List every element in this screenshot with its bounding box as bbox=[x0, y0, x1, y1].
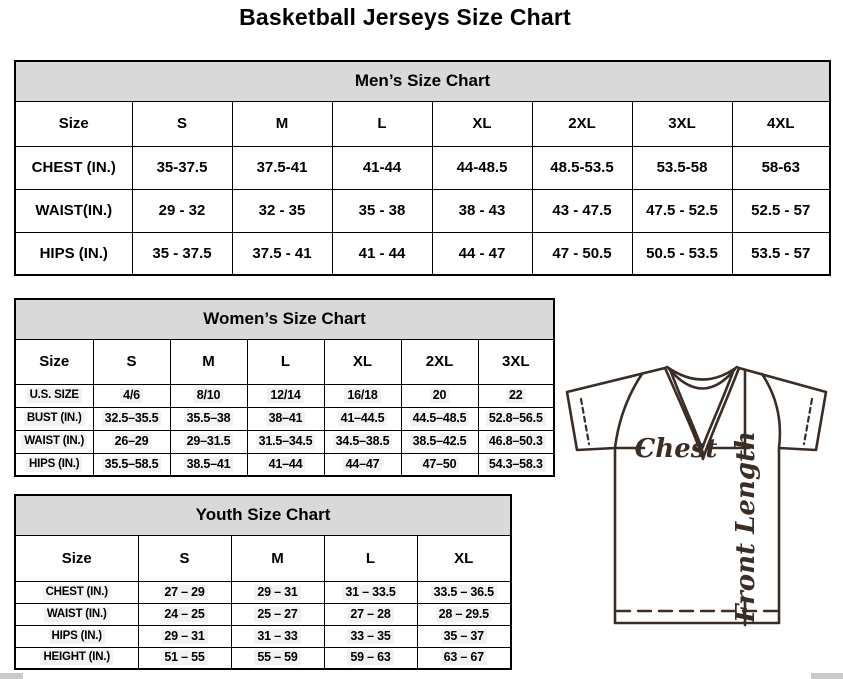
womens-cell-0-1 bbox=[170, 384, 247, 407]
mens-column-header-3: L bbox=[332, 101, 432, 146]
youth-row-label-2-text: HIPS (IN.) bbox=[49, 629, 105, 644]
youth-cell-3-1-text: 55 – 59 bbox=[254, 650, 300, 665]
womens-cell-0-5 bbox=[478, 384, 554, 407]
youth-cell-3-2 bbox=[324, 647, 417, 669]
womens-cell-0-2-text: 12/14 bbox=[267, 388, 303, 403]
womens-cell-1-0 bbox=[93, 407, 170, 430]
youth-row-label-0 bbox=[15, 581, 138, 603]
womens-cell-3-4 bbox=[401, 453, 478, 476]
womens-cell-0-0-text: 4/6 bbox=[120, 388, 143, 403]
youth-cell-1-1-text: 25 – 27 bbox=[254, 607, 300, 622]
youth-row-label-1 bbox=[15, 603, 138, 625]
mens-cell-1-2: 35 - 38 bbox=[332, 189, 432, 232]
womens-data-row-0 bbox=[15, 384, 554, 407]
youth-cell-1-2-text: 27 – 28 bbox=[347, 607, 393, 622]
womens-cell-1-2-text: 38–41 bbox=[266, 411, 306, 426]
womens-row-label-2-text: WAIST (IN.) bbox=[21, 434, 87, 449]
jersey-measurement-diagram bbox=[552, 358, 842, 658]
mens-cell-2-6: 53.5 - 57 bbox=[732, 232, 830, 275]
mens-row-label-1: WAIST(IN.) bbox=[15, 189, 132, 232]
womens-cell-2-1-text: 29–31.5 bbox=[184, 434, 234, 449]
page-title: Basketball Jerseys Size Chart bbox=[239, 4, 571, 30]
youth-row-label-0-text: CHEST (IN.) bbox=[43, 585, 111, 600]
mens-cell-2-5: 50.5 - 53.5 bbox=[632, 232, 732, 275]
youth-table-header-band bbox=[15, 495, 511, 535]
youth-column-header-3: L bbox=[324, 535, 417, 581]
mens-cell-0-3: 44-48.5 bbox=[432, 146, 532, 189]
youth-column-header-4: XL bbox=[417, 535, 511, 581]
youth-cell-1-2 bbox=[324, 603, 417, 625]
youth-cell-3-2-text: 59 – 63 bbox=[347, 650, 393, 665]
womens-cell-2-4 bbox=[401, 430, 478, 453]
mens-size-table bbox=[14, 60, 831, 276]
youth-row-label-3 bbox=[15, 647, 138, 669]
womens-column-header-6: 3XL bbox=[478, 339, 554, 384]
womens-table-header-band bbox=[15, 299, 554, 339]
mens-table-title: Men’s Size Chart bbox=[15, 61, 830, 101]
womens-cell-1-1-text: 35.5–38 bbox=[184, 411, 234, 426]
mens-column-header-7: 4XL bbox=[732, 101, 830, 146]
mens-table-header-band bbox=[15, 61, 830, 101]
mens-cell-1-4: 43 - 47.5 bbox=[532, 189, 632, 232]
mens-size-header-row bbox=[15, 101, 830, 146]
youth-data-row-2 bbox=[15, 625, 511, 647]
womens-cell-2-4-text: 38.5–42.5 bbox=[410, 434, 470, 449]
womens-cell-3-1-text: 38.5–41 bbox=[184, 457, 234, 472]
mens-cell-2-3: 44 - 47 bbox=[432, 232, 532, 275]
youth-cell-0-1-text: 29 – 31 bbox=[254, 585, 300, 600]
youth-cell-2-2 bbox=[324, 625, 417, 647]
womens-cell-3-2 bbox=[247, 453, 324, 476]
womens-cell-0-1-text: 8/10 bbox=[194, 388, 224, 403]
womens-cell-2-5 bbox=[478, 430, 554, 453]
womens-cell-0-3-text: 16/18 bbox=[344, 388, 380, 403]
womens-row-label-1-text: BUST (IN.) bbox=[24, 411, 85, 426]
youth-table-title: Youth Size Chart bbox=[15, 495, 511, 535]
womens-cell-1-3-text: 41–44.5 bbox=[338, 411, 388, 426]
youth-cell-0-1 bbox=[231, 581, 324, 603]
womens-column-header-2: M bbox=[170, 339, 247, 384]
womens-column-header-4: XL bbox=[324, 339, 401, 384]
youth-cell-2-3-text: 35 – 37 bbox=[441, 629, 487, 644]
youth-row-label-2 bbox=[15, 625, 138, 647]
womens-cell-2-0-text: 26–29 bbox=[112, 434, 152, 449]
youth-cell-2-3 bbox=[417, 625, 511, 647]
chest-label: Chest bbox=[634, 434, 718, 464]
womens-table-title: Women’s Size Chart bbox=[15, 299, 554, 339]
mens-row-label-0: CHEST (IN.) bbox=[15, 146, 132, 189]
womens-cell-3-5 bbox=[478, 453, 554, 476]
womens-cell-2-0 bbox=[93, 430, 170, 453]
womens-cell-2-1 bbox=[170, 430, 247, 453]
womens-cell-3-5-text: 54.3–58.3 bbox=[486, 457, 546, 472]
youth-cell-1-3 bbox=[417, 603, 511, 625]
womens-cell-0-4 bbox=[401, 384, 478, 407]
mens-cell-1-6: 52.5 - 57 bbox=[732, 189, 830, 232]
youth-cell-3-0 bbox=[138, 647, 231, 669]
womens-cell-1-0-text: 32.5–35.5 bbox=[102, 411, 162, 426]
womens-cell-0-5-text: 22 bbox=[506, 388, 526, 403]
mens-cell-0-2: 41-44 bbox=[332, 146, 432, 189]
womens-cell-0-4-text: 20 bbox=[430, 388, 450, 403]
youth-cell-2-1-text: 31 – 33 bbox=[254, 629, 300, 644]
womens-cell-0-3 bbox=[324, 384, 401, 407]
womens-cell-3-4-text: 47–50 bbox=[420, 457, 460, 472]
womens-data-row-1 bbox=[15, 407, 554, 430]
mens-data-row-1 bbox=[15, 189, 830, 232]
youth-cell-0-3 bbox=[417, 581, 511, 603]
mens-row-label-2: HIPS (IN.) bbox=[15, 232, 132, 275]
womens-cell-1-2 bbox=[247, 407, 324, 430]
youth-column-header-0: Size bbox=[15, 535, 138, 581]
youth-cell-3-3 bbox=[417, 647, 511, 669]
youth-data-row-1 bbox=[15, 603, 511, 625]
mens-cell-1-3: 38 - 43 bbox=[432, 189, 532, 232]
womens-cell-3-3-text: 44–47 bbox=[343, 457, 383, 472]
womens-row-label-1 bbox=[15, 407, 93, 430]
youth-cell-1-1 bbox=[231, 603, 324, 625]
youth-column-header-1: S bbox=[138, 535, 231, 581]
youth-cell-0-0 bbox=[138, 581, 231, 603]
womens-row-label-0 bbox=[15, 384, 93, 407]
womens-cell-3-1 bbox=[170, 453, 247, 476]
womens-cell-1-4-text: 44.5–48.5 bbox=[410, 411, 470, 426]
womens-data-row-3 bbox=[15, 453, 554, 476]
scrollbar-stub-right[interactable] bbox=[811, 673, 843, 679]
youth-cell-0-2 bbox=[324, 581, 417, 603]
youth-cell-3-1 bbox=[231, 647, 324, 669]
youth-size-header-row bbox=[15, 535, 511, 581]
youth-cell-2-0-text: 29 – 31 bbox=[161, 629, 207, 644]
youth-size-table bbox=[14, 494, 512, 670]
womens-cell-2-3-text: 34.5–38.5 bbox=[333, 434, 393, 449]
mens-cell-0-1: 37.5-41 bbox=[232, 146, 332, 189]
womens-cell-3-3 bbox=[324, 453, 401, 476]
womens-cell-3-2-text: 41–44 bbox=[266, 457, 306, 472]
womens-cell-3-0 bbox=[93, 453, 170, 476]
mens-cell-0-4: 48.5-53.5 bbox=[532, 146, 632, 189]
youth-cell-0-0-text: 27 – 29 bbox=[161, 585, 207, 600]
womens-cell-2-3 bbox=[324, 430, 401, 453]
youth-cell-1-0 bbox=[138, 603, 231, 625]
youth-cell-1-3-text: 28 – 29.5 bbox=[436, 607, 492, 622]
youth-cell-3-0-text: 51 – 55 bbox=[161, 650, 207, 665]
youth-cell-2-1 bbox=[231, 625, 324, 647]
youth-column-header-2: M bbox=[231, 535, 324, 581]
scrollbar-stub-left[interactable] bbox=[0, 673, 23, 679]
womens-cell-2-2 bbox=[247, 430, 324, 453]
mens-column-header-2: M bbox=[232, 101, 332, 146]
womens-size-header-row bbox=[15, 339, 554, 384]
womens-row-label-3-text: HIPS (IN.) bbox=[26, 457, 82, 472]
womens-row-label-0-text: U.S. SIZE bbox=[27, 388, 82, 403]
mens-column-header-1: S bbox=[132, 101, 232, 146]
womens-cell-3-0-text: 35.5–58.5 bbox=[102, 457, 162, 472]
womens-cell-1-3 bbox=[324, 407, 401, 430]
mens-cell-0-5: 53.5-58 bbox=[632, 146, 732, 189]
mens-cell-0-0: 35-37.5 bbox=[132, 146, 232, 189]
womens-data-row-2 bbox=[15, 430, 554, 453]
youth-data-row-0 bbox=[15, 581, 511, 603]
mens-cell-0-6: 58-63 bbox=[732, 146, 830, 189]
youth-cell-0-3-text: 33.5 – 36.5 bbox=[431, 585, 497, 600]
mens-column-header-6: 3XL bbox=[632, 101, 732, 146]
womens-cell-1-5 bbox=[478, 407, 554, 430]
front-length-label: Front Length bbox=[731, 431, 761, 623]
womens-cell-1-4 bbox=[401, 407, 478, 430]
womens-cell-1-5-text: 52.8–56.5 bbox=[486, 411, 546, 426]
youth-row-label-1-text: WAIST (IN.) bbox=[44, 607, 110, 622]
womens-column-header-1: S bbox=[93, 339, 170, 384]
mens-data-row-2 bbox=[15, 232, 830, 275]
mens-column-header-5: 2XL bbox=[532, 101, 632, 146]
womens-column-header-3: L bbox=[247, 339, 324, 384]
womens-cell-2-5-text: 46.8–50.3 bbox=[486, 434, 546, 449]
mens-cell-1-0: 29 - 32 bbox=[132, 189, 232, 232]
womens-size-table bbox=[14, 298, 555, 477]
mens-cell-2-0: 35 - 37.5 bbox=[132, 232, 232, 275]
womens-cell-1-1 bbox=[170, 407, 247, 430]
youth-data-row-3 bbox=[15, 647, 511, 669]
mens-column-header-0: Size bbox=[15, 101, 132, 146]
mens-cell-2-2: 41 - 44 bbox=[332, 232, 432, 275]
youth-cell-3-3-text: 63 – 67 bbox=[441, 650, 487, 665]
youth-cell-2-0 bbox=[138, 625, 231, 647]
womens-cell-2-2-text: 31.5–34.5 bbox=[256, 434, 316, 449]
womens-cell-0-2 bbox=[247, 384, 324, 407]
mens-cell-1-5: 47.5 - 52.5 bbox=[632, 189, 732, 232]
womens-cell-0-0 bbox=[93, 384, 170, 407]
womens-column-header-0: Size bbox=[15, 339, 93, 384]
mens-cell-1-1: 32 - 35 bbox=[232, 189, 332, 232]
womens-row-label-3 bbox=[15, 453, 93, 476]
youth-cell-2-2-text: 33 – 35 bbox=[347, 629, 393, 644]
youth-row-label-3-text: HEIGHT (IN.) bbox=[40, 650, 113, 665]
mens-column-header-4: XL bbox=[432, 101, 532, 146]
mens-cell-2-1: 37.5 - 41 bbox=[232, 232, 332, 275]
youth-cell-1-0-text: 24 – 25 bbox=[161, 607, 207, 622]
youth-cell-0-2-text: 31 – 33.5 bbox=[342, 585, 398, 600]
jersey-outline-icon bbox=[552, 358, 842, 658]
womens-row-label-2 bbox=[15, 430, 93, 453]
womens-column-header-5: 2XL bbox=[401, 339, 478, 384]
mens-data-row-0 bbox=[15, 146, 830, 189]
mens-cell-2-4: 47 - 50.5 bbox=[532, 232, 632, 275]
